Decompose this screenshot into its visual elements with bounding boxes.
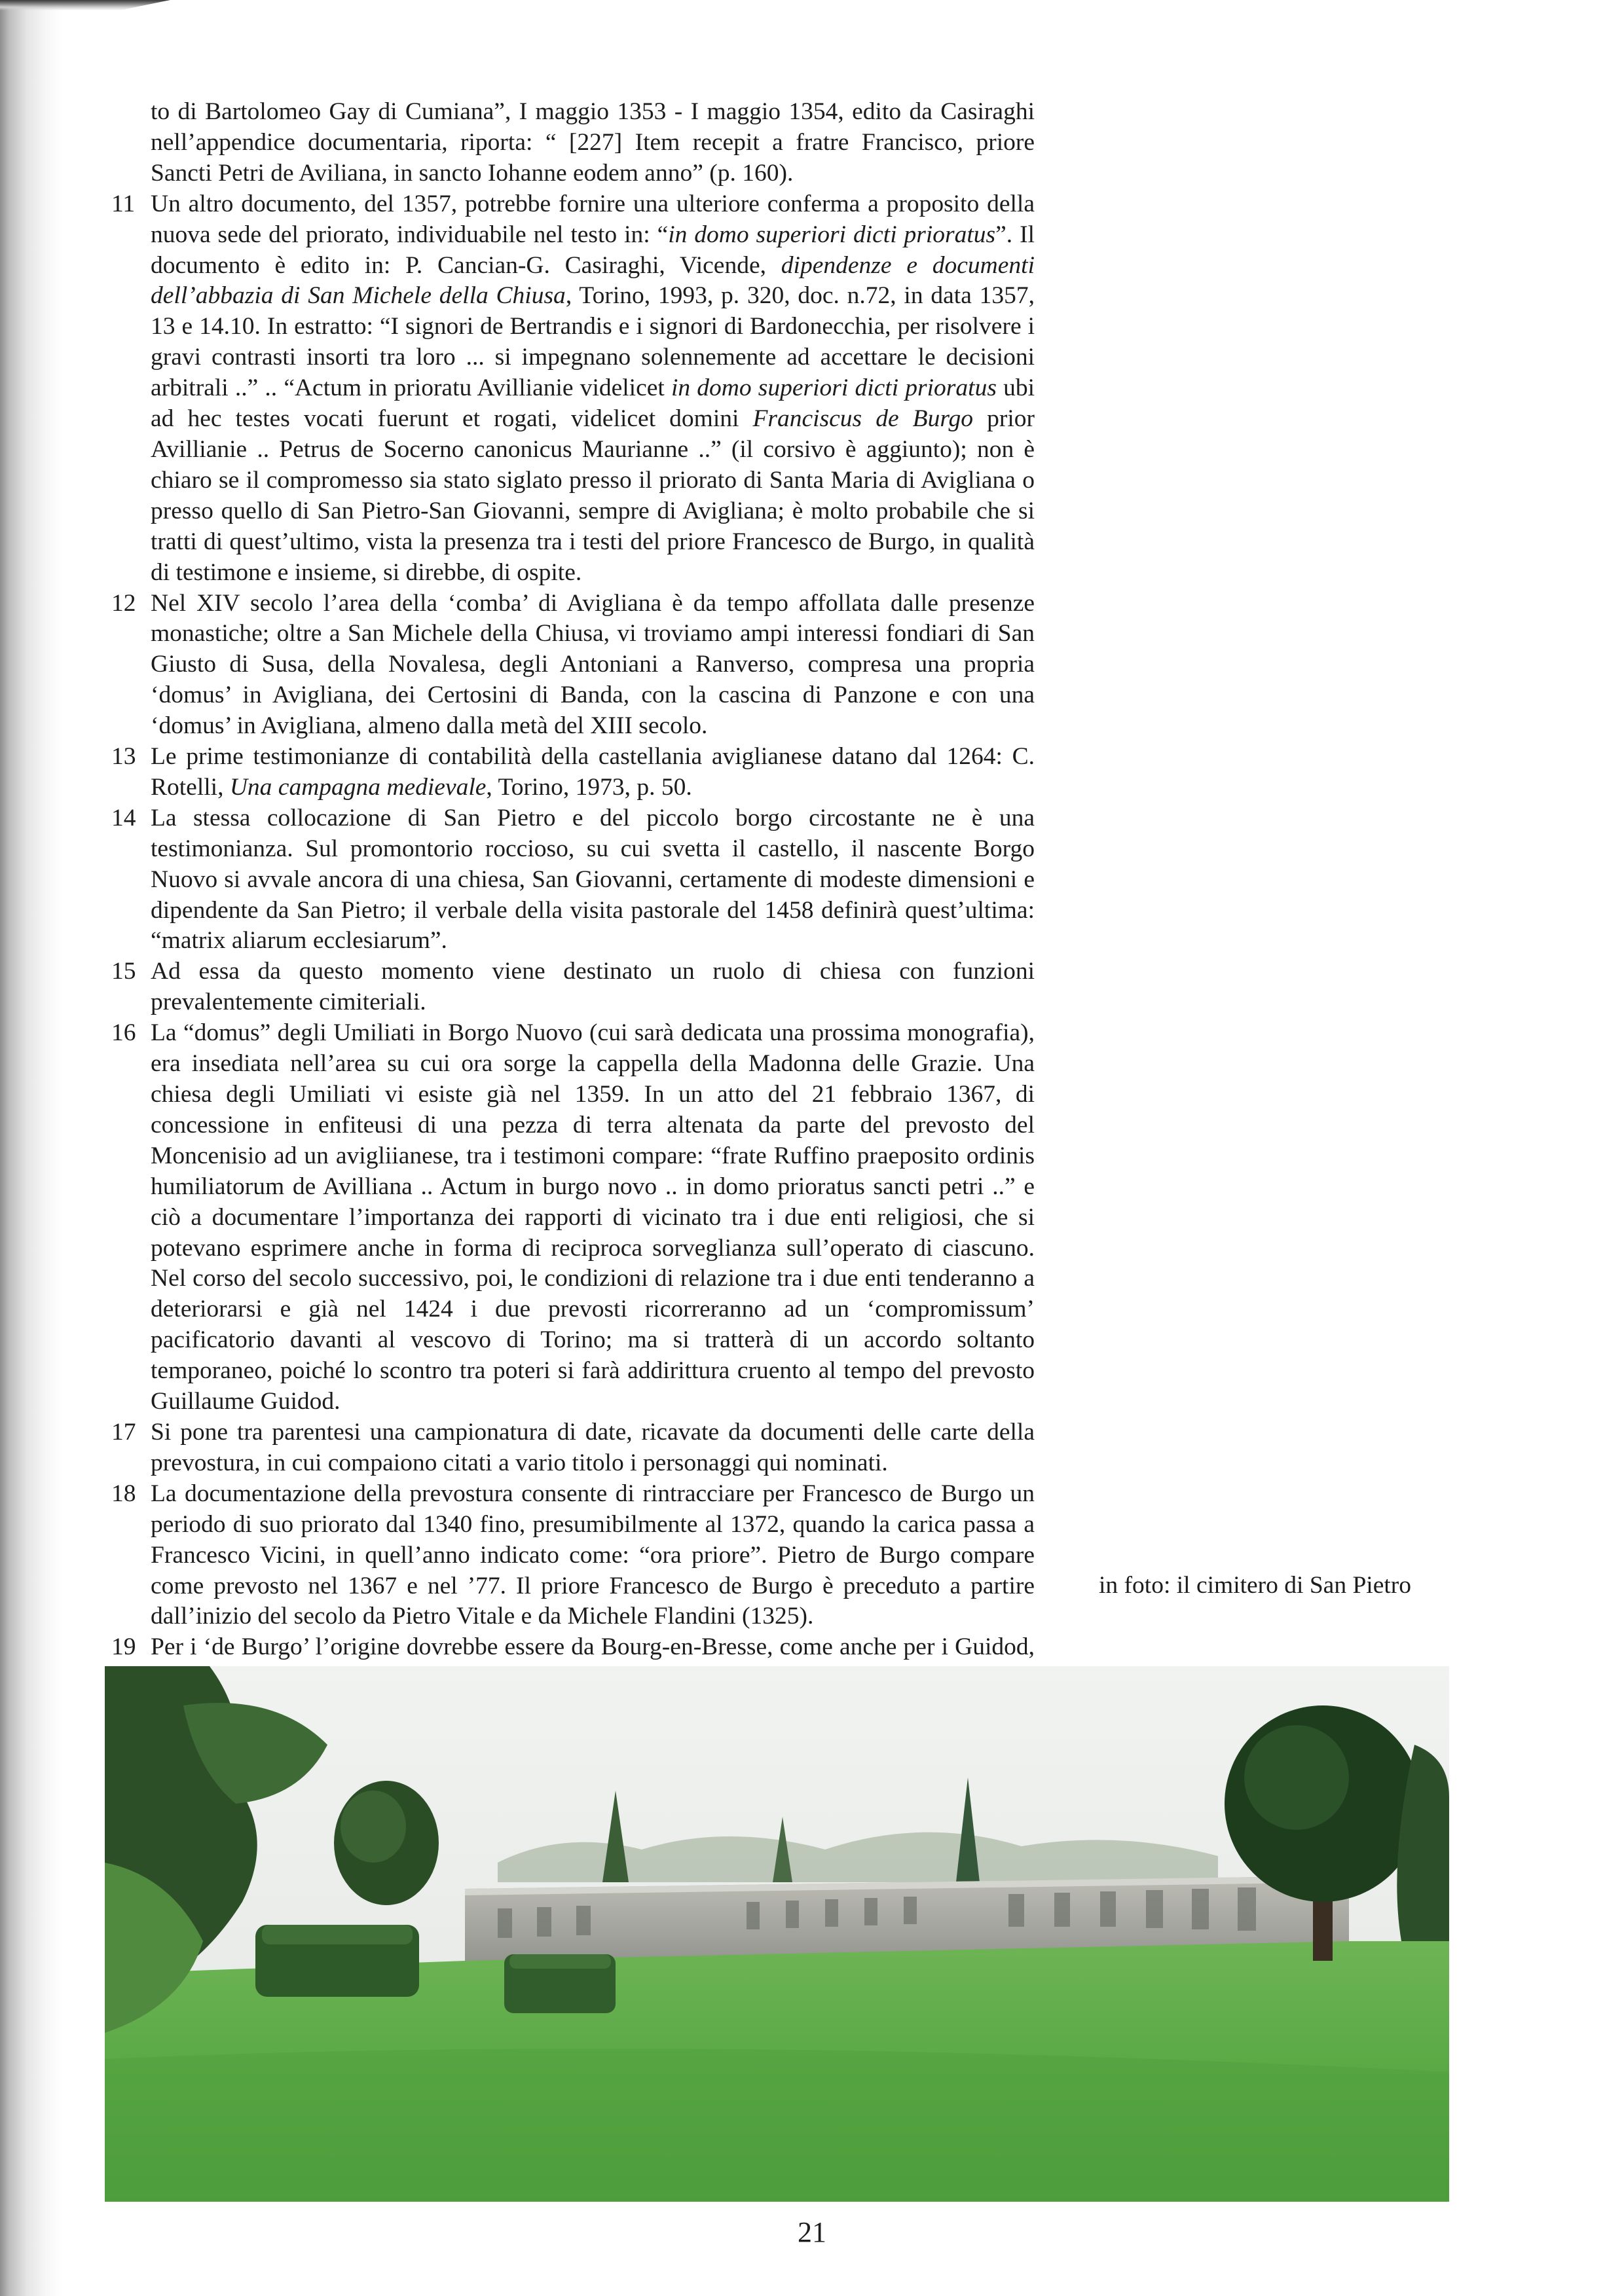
footnote-text xyxy=(151,1479,1035,1633)
footnote-text xyxy=(151,957,1035,1018)
footnote-number: 14 xyxy=(111,804,136,831)
footnote-segment: ”. Il documento è edito in: P. Cancian-G. Casiraghi, Vicende, xyxy=(151,221,1035,279)
footnote-number: 12 xyxy=(111,589,136,617)
footnote xyxy=(111,1479,1035,1633)
footnote-text xyxy=(151,97,1035,189)
footnote xyxy=(111,589,1035,742)
cemetery-photo-illustration xyxy=(105,1666,1449,2202)
footnote-number: 11 xyxy=(111,190,136,217)
footnote-segment: , Torino, 1973, p. 50. xyxy=(486,773,692,801)
footnote xyxy=(111,742,1035,803)
footnote-italic-segment: Franciscus de Burgo xyxy=(752,405,974,433)
footnotes-block xyxy=(111,97,1035,1755)
page-number: 21 xyxy=(798,2216,826,2248)
footnote-segment: Le prime testimonianze di contabilità della castellania aviglianese datano dal 1264: C. Rotelli, xyxy=(151,743,1035,801)
photo-caption: in foto: il cimitero di San Pietro xyxy=(1099,1572,1412,1599)
cemetery-photo xyxy=(105,1666,1449,2202)
footnote-text xyxy=(151,589,1035,742)
footnote-segment: La stessa collocazione di San Pietro e del piccolo borgo circostante ne è una testimonianza. Sul promontorio roccioso, su cui svetta il castello, il nascente Borgo Nuovo si avvale ancora di una chiesa, San Giovanni, certamente di modeste dimensioni e dipendente da San Pietro; il verbale della visita pastorale del 1458 definirà quest’ultima: “matrix aliarum ecclesiarum”. xyxy=(151,804,1035,955)
footnote-segment: , Torino, 1993, p. 320, doc. n.72, in data 1357, 13 e 14.10. In estratto: “I signori de Bertrandis e i signori di Bardonecchia, per risolvere i gravi contrasti insorti tra loro ... si impegnano solennemente ad accettare le decisioni arbitrali ..” .. “Actum in prioratu Avillianie videlicet xyxy=(151,282,1035,402)
footnote xyxy=(111,189,1035,589)
footnote xyxy=(111,97,1035,189)
footnote-number: 17 xyxy=(111,1418,136,1446)
footnote-segment: Si pone tra parentesi una campionatura di date, ricavate da documenti delle carte della prevostura, in cui compaiono citati a vario titolo i personaggi qui nominati. xyxy=(151,1418,1035,1476)
footnote-italic-segment: dipendenze e documenti dell’abbazia di San Michele della Chiusa xyxy=(151,251,1035,310)
footnote-number: 19 xyxy=(111,1633,136,1661)
footnote-segment: Un altro documento, del 1357, potrebbe fornire una ulteriore conferma a proposito della nuova sede del priorato, individuabile nel testo in: “ xyxy=(151,190,1035,248)
footnote-segment: ubi ad hec testes vocati fuerunt et rogati, videlicet domini xyxy=(151,374,1035,433)
footnote-number: 18 xyxy=(111,1480,136,1507)
footnote xyxy=(111,1417,1035,1479)
footnote xyxy=(111,803,1035,957)
footnote-number: 13 xyxy=(111,743,136,771)
footnote-text xyxy=(151,803,1035,957)
footnote-number: 16 xyxy=(111,1019,136,1047)
footnote-segment: Per i ‘de Burgo’ l’origine dovrebbe essere da Bourg-en-Bresse, come anche per i Guidod, xyxy=(151,1633,1035,1661)
footnote-text xyxy=(151,189,1035,589)
footnote-number: 15 xyxy=(111,958,136,985)
footnote-text xyxy=(151,1417,1035,1479)
scan-binding-shadow xyxy=(0,0,62,2296)
footnote-text xyxy=(151,1018,1035,1417)
footnote-segment: to di Bartolomeo Gay di Cumiana”, I maggio 1353 - I maggio 1354, edito da Casiraghi nell’appendice documentaria, riporta: “ [227] Item recepit a fratre Francisco, priore Sancti Petri de Aviliana, in sancto Iohanne eodem anno” (p. 160). xyxy=(151,98,1035,187)
footnote-segment: Ad essa da questo momento viene destinato un ruolo di chiesa con funzioni prevalentemente cimiteriali. xyxy=(151,958,1035,1016)
footnote-segment: prior Avillianie .. Petrus de Socerno canonicus Maurianne ..” (il corsivo è aggiunto); non è chiaro se il compromesso sia stato siglato presso il priorato di Santa Maria di Avigliana o presso quello di San Pietro-San Giovanni, sempre di Avigliana; è molto probabile che si tratti di quest’ultimo, vista la presenza tra i testi del priore Francesco de Burgo, in qualità di testimone e insieme, si direbbe, di ospite. xyxy=(151,405,1035,586)
footnote xyxy=(111,957,1035,1018)
footnote-italic-segment: in domo superiori dicti prioratus xyxy=(671,374,997,402)
footnote-italic-segment: in domo superiori dicti prioratus xyxy=(668,221,996,248)
footnote xyxy=(111,1018,1035,1417)
footnote-segment: La documentazione della prevostura consente di rintracciare per Francesco de Burgo un periodo di suo priorato dal 1340 fino, presumibilmente al 1372, quando la carica passa a Francesco Vicini, in quell’anno indicato come: “ora priore”. Pietro de Burgo compare come prevosto nel 1367 e nel ’77. Il priore Francesco de Burgo è preceduto a partire dall’inizio del secolo da Pietro Vitale e da Michele Flandini (1325). xyxy=(151,1480,1035,1630)
footnote-italic-segment: Una campagna medievale xyxy=(229,773,487,801)
footnote-segment: La “domus” degli Umiliati in Borgo Nuovo (cui sarà dedicata una prossima monografia), era insediata nell’area su cui ora sorge la cappella della Madonna delle Grazie. Una chiesa degli Umiliati vi esiste già nel 1359. In un atto del 21 febbraio 1367, di concessione in enfiteusi di una pezza di terra altenata da parte del prevosto del Moncenisio ad un avigliianese, tra i testimoni compare: “frate Ruffino praeposito ordinis humiliatorum de Avilliana .. Actum in burgo novo .. in domo prioratus sancti petri ..” e ciò a documentare l’importanza dei rapporti di vicinato tra i due enti religiosi, che si potevano esprimere anche in forma di reciproca sorveglianza sull’operato di ciascuno. Nel corso del secolo successivo, poi, le condizioni di relazione tra i due enti tenderanno a deteriorarsi e già nel 1424 i due prevosti ricorreranno ad un ‘compromissum’ pacificatorio davanti al vescovo di Torino; ma si tratterà di un accordo soltanto temporaneo, poiché lo scontro tra poteri si farà addirittura cruento al tempo del prevosto Guillaume Guidod. xyxy=(151,1019,1035,1415)
footnote-segment: Nel XIV secolo l’area della ‘comba’ di Avigliana è da tempo affollata dalle presenze monastiche; oltre a San Michele della Chiusa, vi troviamo ampi interessi fondiari di San Giusto di Susa, della Novalesa, degli Antoniani a Ranverso, compresa una propria ‘domus’ in Avigliana, dei Certosini di Banda, con la cascina di Panzone e con una ‘domus’ in Avigliana, almeno dalla metà del XIII secolo. xyxy=(151,589,1035,740)
scan-corner-mark xyxy=(0,0,170,10)
footnote-text xyxy=(151,742,1035,803)
